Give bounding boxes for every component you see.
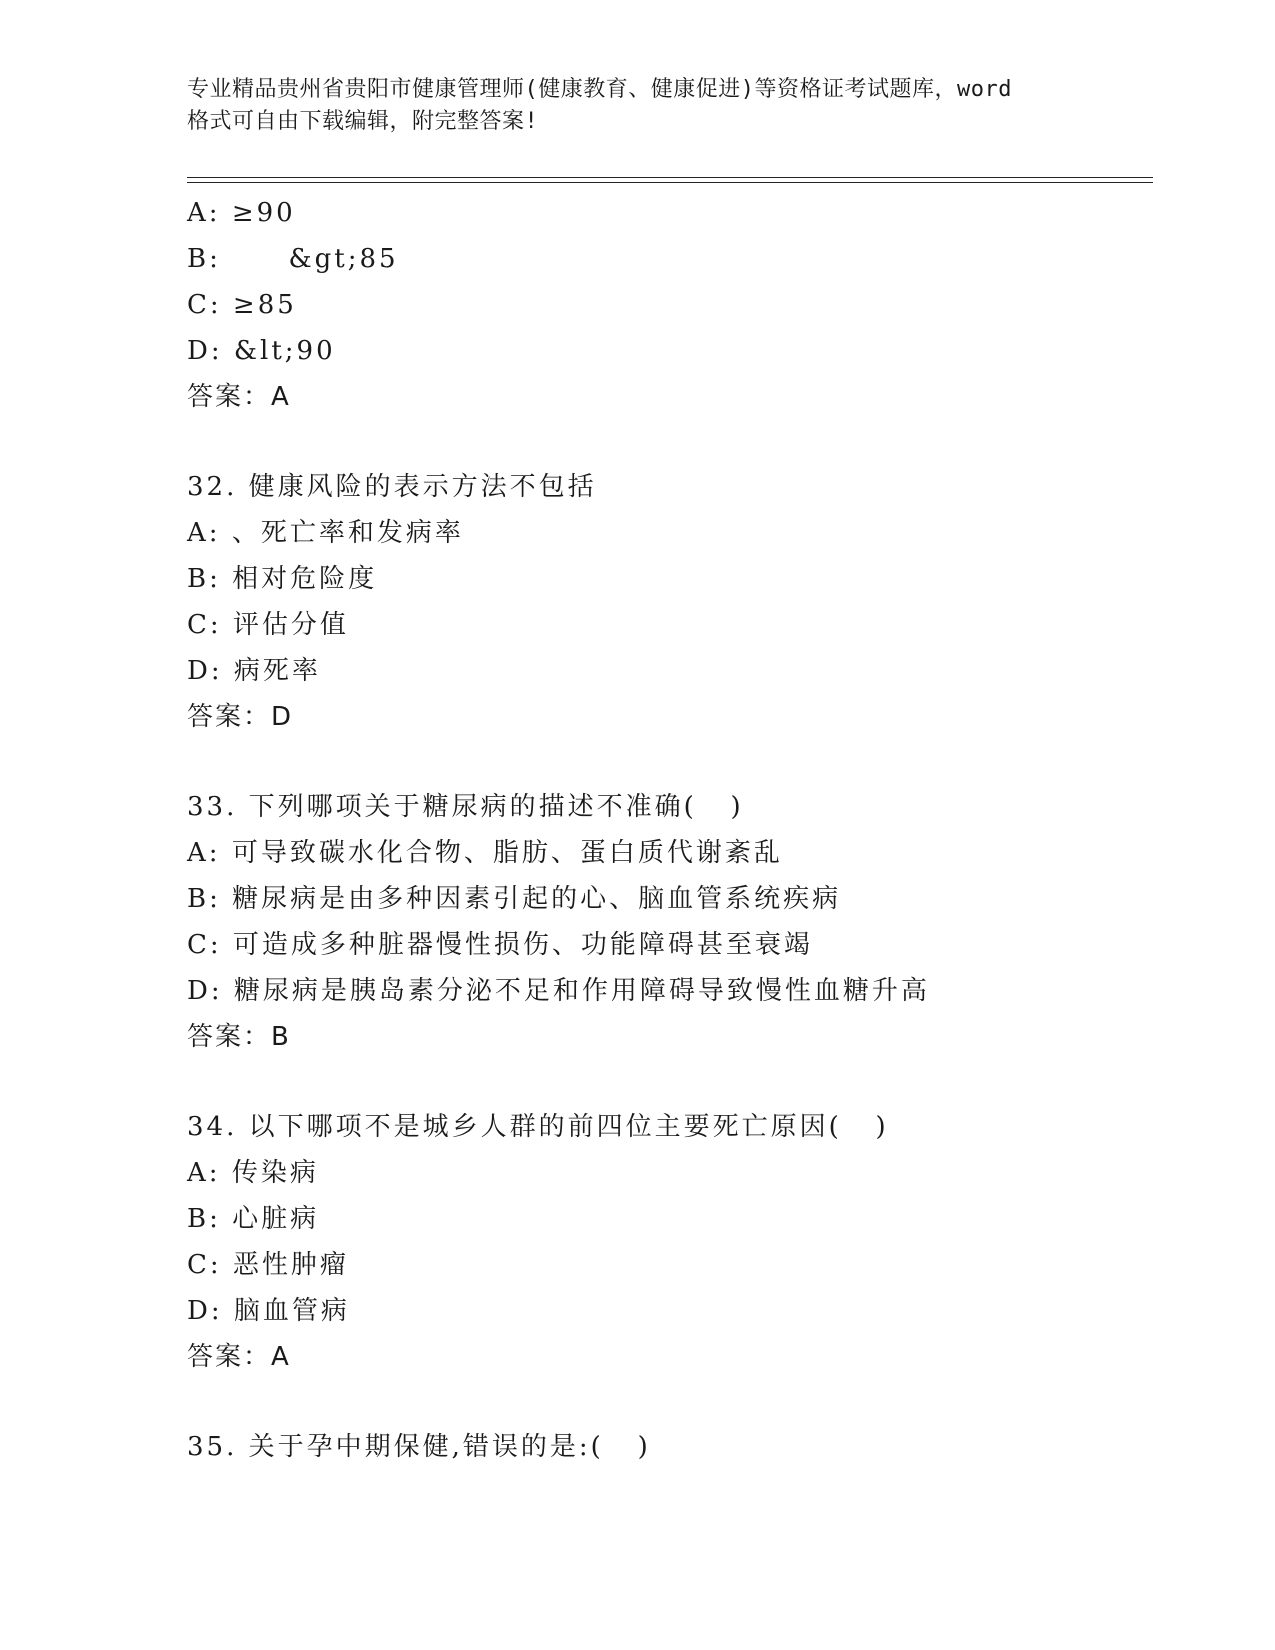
question-title: 35. 关于孕中期保健,错误的是:( ) xyxy=(187,1432,651,1462)
document-header xyxy=(187,74,1087,138)
option-b: B: 糖尿病是由多种因素引起的心、脑血管系统疾病 xyxy=(187,884,842,914)
question-title: 32. 健康风险的表示方法不包括 xyxy=(187,472,597,502)
option-c: C: 恶性肿瘤 xyxy=(187,1250,349,1280)
question-34 xyxy=(187,1104,1147,1380)
answer-line: 答案：D xyxy=(187,702,294,732)
option-d: D: 脑血管病 xyxy=(187,1296,350,1326)
question-title: 34. 以下哪项不是城乡人群的前四位主要死亡原因( ) xyxy=(187,1112,889,1142)
answer-line: 答案：A xyxy=(187,1342,291,1372)
header-line-1: 专业精品贵州省贵阳市健康管理师(健康教育、健康促进)等资格证考试题库，word xyxy=(187,77,1012,102)
option-d: D: &lt;90 xyxy=(187,336,336,366)
option-a: A: 、死亡率和发病率 xyxy=(187,518,464,548)
question-title: 33. 下列哪项关于糖尿病的描述不准确( ) xyxy=(187,792,744,822)
option-b: B: 心脏病 xyxy=(187,1204,320,1234)
option-c: C: 可造成多种脏器慢性损伤、功能障碍甚至衰竭 xyxy=(187,930,813,960)
option-a: A: 传染病 xyxy=(187,1158,319,1188)
question-35 xyxy=(187,1424,1147,1470)
question-list xyxy=(187,190,1147,1470)
option-c: C: 评估分值 xyxy=(187,610,349,640)
option-a: A: 可导致碳水化合物、脂肪、蛋白质代谢紊乱 xyxy=(187,838,783,868)
option-d: D: 病死率 xyxy=(187,656,321,686)
option-c: C: ≥85 xyxy=(187,290,297,320)
header-line-2: 格式可自由下载编辑，附完整答案! xyxy=(187,109,539,134)
header-rule-bottom xyxy=(187,182,1153,183)
option-a: A: ≥90 xyxy=(187,198,296,228)
answer-line: 答案：A xyxy=(187,382,291,412)
question-33 xyxy=(187,784,1147,1060)
question-32 xyxy=(187,464,1147,740)
header-rule-top xyxy=(187,177,1153,178)
question-31-continued xyxy=(187,190,1147,420)
option-d: D: 糖尿病是胰岛素分泌不足和作用障碍导致慢性血糖升高 xyxy=(187,976,930,1006)
option-b: B: &gt;85 xyxy=(187,244,399,274)
answer-line: 答案：B xyxy=(187,1022,291,1052)
option-b: B: 相对危险度 xyxy=(187,564,378,594)
